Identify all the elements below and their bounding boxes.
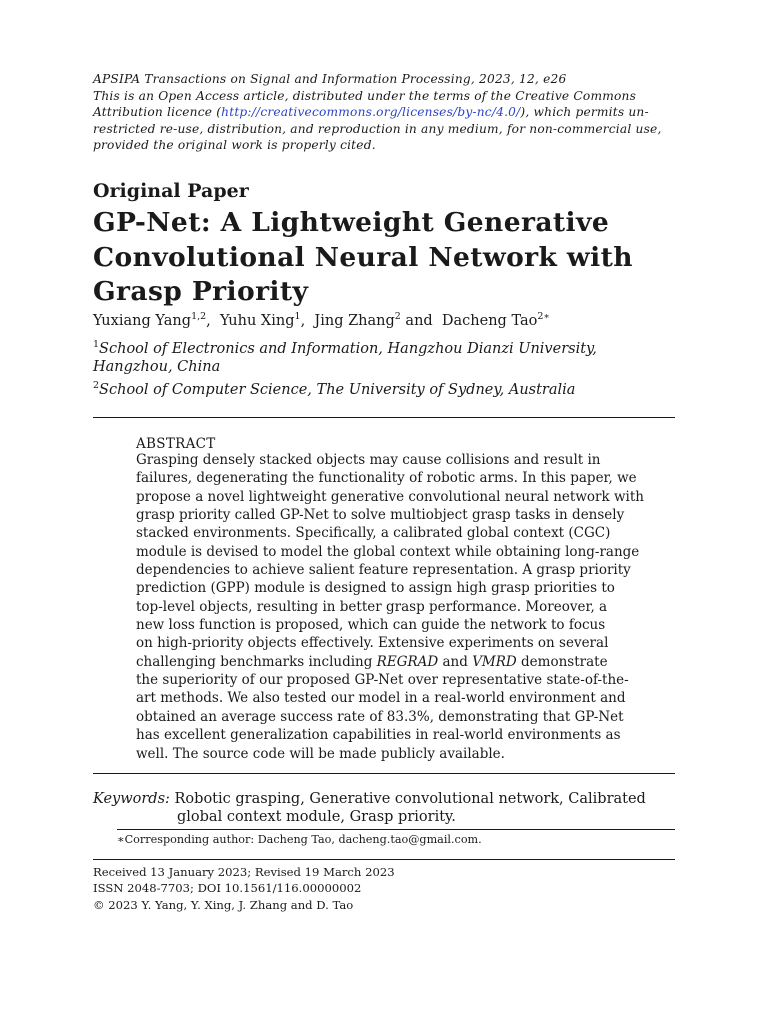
author-name: Yuhu Xing: [220, 312, 295, 329]
abstract-line: on high-priority objects effectively. Extensive experiments on several: [136, 635, 609, 652]
abstract-line: module is devised to model the global context while obtaining long-range: [136, 543, 640, 560]
copyright-icon: ©: [93, 897, 105, 912]
author-name: Jing Zhang: [314, 312, 395, 329]
abstract-line: Grasping densely stacked objects may cause collisions and result in: [136, 452, 601, 468]
abstract-text: demonstrate: [516, 653, 608, 670]
license-text-pre: Attribution licence (: [93, 105, 222, 120]
dataset-name: VMRD: [472, 653, 517, 670]
license-text-post: ), which permits un-: [520, 105, 649, 120]
keywords-line: [93, 790, 646, 808]
abstract-body: [136, 451, 644, 763]
abstract-line: prediction (GPP) module is designed to assign high grasp priorities to: [136, 580, 615, 597]
author-affiliation-mark: 2∗: [537, 311, 550, 322]
affiliation-mark: 2: [93, 379, 100, 391]
corresponding-author-note: ∗Corresponding author: Dacheng Tao, dacheng.tao@gmail.com.: [117, 833, 482, 846]
affiliation-text: School of Electronics and Information, Hangzhou Dianzi University,: [99, 340, 597, 357]
dataset-name: REGRAD: [376, 653, 439, 670]
issn-doi: ISSN 2048-7703; DOI 10.1561/116.00000002: [93, 881, 362, 896]
abstract-line: has excellent generalization capabilities in real-world environments as: [136, 727, 621, 744]
abstract-line: stacked environments. Specifically, a calibrated global context (CGC): [136, 525, 611, 542]
author-affiliation-mark: 1: [294, 311, 301, 322]
divider-top: [93, 417, 675, 418]
abstract-text: challenging benchmarks including: [136, 653, 377, 670]
abstract-line: well. The source code will be made publicly available.: [136, 745, 505, 762]
copyright-line: [93, 897, 395, 913]
affiliations: [93, 336, 597, 399]
affiliation-mark: 1: [93, 339, 100, 350]
author-joiner: and: [405, 312, 433, 329]
abstract-line: obtained an average success rate of 83.3%, demonstrating that GP-Net: [136, 708, 624, 725]
paper-type-label: Original Paper: [93, 180, 249, 202]
author-affiliation-mark: 1,2: [191, 311, 207, 322]
abstract-line: grasp priority called GP-Net to solve multiobject grasp tasks in densely: [136, 507, 625, 524]
license-line-4: provided the original work is properly cited.: [93, 138, 376, 153]
license-line-3: restricted re-use, distribution, and reproduction in any medium, for non-commercial use,: [93, 121, 662, 136]
keywords-text: Robotic grasping, Generative convolutional network, Calibrated: [174, 791, 646, 807]
journal-header: [93, 71, 678, 154]
author-name: Yuxiang Yang: [93, 312, 192, 329]
divider-footnote: [117, 829, 675, 830]
keywords-label: Keywords:: [93, 791, 170, 807]
abstract-line: top-level objects, resulting in better grasp performance. Moreover, a: [136, 598, 608, 615]
title-line: Grasp Priority: [93, 276, 309, 307]
abstract-line: art methods. We also tested our model in a real-world environment and: [136, 690, 626, 707]
abstract-text: and: [438, 653, 473, 670]
keywords-line: global context module, Grasp priority.: [177, 809, 456, 825]
affiliation-text: School of Computer Science, The University of Sydney, Australia: [99, 381, 576, 398]
license-line-1: This is an Open Access article, distributed under the terms of the Creative Commons: [93, 88, 637, 103]
keywords: [93, 790, 646, 826]
divider-abstract-bottom: [93, 773, 675, 774]
divider-meta: [93, 859, 675, 860]
author-name: Dacheng Tao: [441, 312, 538, 329]
paper-title: [93, 206, 633, 310]
abstract-line: new loss function is proposed, which can guide the network to focus: [136, 617, 606, 634]
abstract-line: dependencies to achieve salient feature representation. A grasp priority: [136, 562, 631, 579]
received-dates: Received 13 January 2023; Revised 19 March 2023: [93, 865, 395, 879]
author-list: Yuxiang Yang$^{1,2}$, Yuhu Xing$^1$, Jing Zhang$^2$ and Dacheng Tao$^{2∗}$: [93, 311, 550, 329]
abstract-line: failures, degenerating the functionality of robotic arms. In this paper, we: [136, 470, 637, 487]
abstract-line: propose a novel lightweight generative convolutional neural network with: [136, 488, 644, 505]
abstract-line: [136, 653, 636, 671]
author-affiliation-mark: 2: [394, 311, 401, 322]
license-line-2: [93, 104, 678, 121]
journal-citation: APSIPA Transactions on Signal and Information Processing, 2023, 12, e26: [93, 72, 567, 86]
copyright-text: 2023 Y. Yang, Y. Xing, J. Zhang and D. Tao: [108, 897, 354, 912]
affiliation-1: [93, 336, 597, 358]
abstract-line: the superiority of our proposed GP-Net over representative state-of-the-: [136, 672, 629, 689]
title-line: Convolutional Neural Network with: [93, 241, 633, 273]
publication-meta: [93, 864, 395, 913]
license-link[interactable]: http://creativecommons.org/licenses/by-nc/4.0/: [221, 105, 521, 120]
abstract-heading: ABSTRACT: [136, 436, 216, 452]
title-line: GP-Net: A Lightweight Generative: [93, 207, 610, 238]
affiliation-2: [93, 377, 597, 399]
affiliation-1-cont: Hangzhou, China: [93, 359, 221, 376]
